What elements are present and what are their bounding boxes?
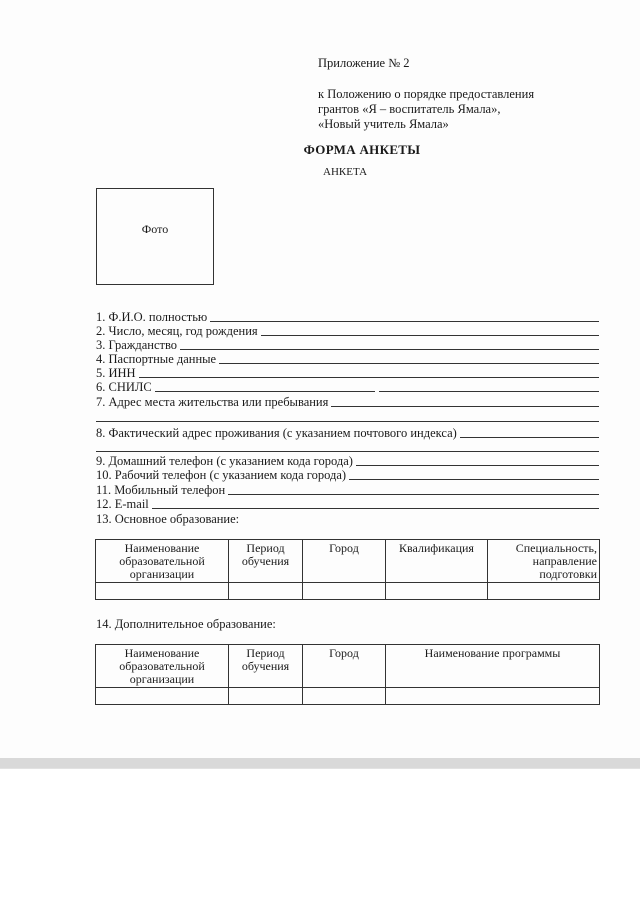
fill-line[interactable]	[219, 362, 599, 364]
fill-line[interactable]	[261, 334, 599, 336]
fill-line[interactable]	[139, 376, 599, 378]
appendix-reference	[318, 87, 534, 132]
fill-line[interactable]	[349, 478, 599, 480]
column-header: Период обучения	[229, 540, 303, 583]
column-header: Квалификация	[386, 540, 488, 583]
fill-line[interactable]	[180, 348, 599, 350]
table-cell[interactable]	[229, 688, 303, 705]
field-email[interactable]	[96, 497, 599, 511]
field-snils[interactable]	[96, 380, 599, 394]
field-label: 1. Ф.И.О. полностью	[96, 310, 208, 324]
column-header: Город	[303, 645, 386, 688]
field-label: 4. Паспортные данные	[96, 352, 217, 366]
field-mobile-phone[interactable]	[96, 483, 599, 497]
reference-line-2: грантов «Я – воспитатель Ямала»,	[318, 102, 501, 116]
appendix-number: Приложение № 2	[318, 56, 410, 70]
field-label: 6. СНИЛС	[96, 380, 152, 394]
table-row	[96, 688, 600, 705]
field-birth-date[interactable]	[96, 324, 599, 338]
photo-label: Фото	[141, 222, 169, 236]
field-label: 9. Домашний телефон (с указанием кода города)	[96, 454, 353, 468]
field-label: 12. E-mail	[96, 497, 149, 511]
fill-line[interactable]	[152, 507, 599, 509]
column-header: Город	[303, 540, 386, 583]
field-label: 2. Число, месяц, год рождения	[96, 324, 258, 338]
field-label: 8. Фактический адрес проживания (с указанием почтового индекса)	[96, 426, 457, 440]
field-label: 3. Гражданство	[96, 338, 178, 352]
field-work-phone[interactable]	[96, 468, 599, 482]
table-cell[interactable]	[303, 688, 386, 705]
field-label: 11. Мобильный телефон	[96, 483, 226, 497]
main-education-label: 13. Основное образование:	[96, 512, 240, 526]
main-education-table	[95, 539, 600, 600]
form-subtitle: АНКЕТА	[323, 166, 368, 178]
column-header: Специальность, направление подготовки	[488, 540, 600, 583]
table-cell[interactable]	[229, 583, 303, 600]
table-cell[interactable]	[386, 688, 600, 705]
column-header: Наименование образовательной организации	[96, 645, 229, 688]
fill-line[interactable]	[331, 405, 599, 407]
field-label: 7. Адрес места жительства или пребывания	[96, 395, 329, 409]
field-label: 5. ИНН	[96, 366, 136, 380]
fill-line-extra[interactable]	[96, 451, 599, 452]
table-cell[interactable]	[303, 583, 386, 600]
table-header-row	[96, 645, 600, 688]
fill-line[interactable]	[460, 436, 599, 438]
fill-line[interactable]	[155, 390, 375, 392]
field-label: 10. Рабочий телефон (с указанием кода города)	[96, 468, 347, 482]
field-actual-address[interactable]	[96, 426, 599, 440]
field-citizenship[interactable]	[96, 338, 599, 352]
photo-box[interactable]	[96, 188, 214, 285]
reference-line-1: к Положению о порядке предоставления	[318, 87, 535, 101]
form-title: ФОРМА АНКЕТЫ	[303, 142, 421, 157]
additional-education-table	[95, 644, 600, 705]
fill-line[interactable]	[228, 493, 599, 495]
table-cell[interactable]	[96, 688, 229, 705]
column-header: Наименование образовательной организации	[96, 540, 229, 583]
fill-line[interactable]	[379, 390, 599, 392]
reference-line-3: «Новый учитель Ямала»	[318, 117, 449, 131]
table-cell[interactable]	[488, 583, 600, 600]
table-cell[interactable]	[96, 583, 229, 600]
table-header-row	[96, 540, 600, 583]
column-header: Период обучения	[229, 645, 303, 688]
fill-line-extra[interactable]	[96, 421, 599, 422]
field-passport[interactable]	[96, 352, 599, 366]
fill-line[interactable]	[210, 320, 599, 322]
field-residence-address[interactable]	[96, 395, 599, 409]
table-cell[interactable]	[386, 583, 488, 600]
additional-education-label: 14. Дополнительное образование:	[96, 617, 276, 631]
fill-line[interactable]	[356, 464, 599, 466]
field-home-phone[interactable]	[96, 454, 599, 468]
field-inn[interactable]	[96, 366, 599, 380]
column-header: Наименование программы	[386, 645, 600, 688]
field-full-name[interactable]	[96, 310, 599, 324]
table-row	[96, 583, 600, 600]
